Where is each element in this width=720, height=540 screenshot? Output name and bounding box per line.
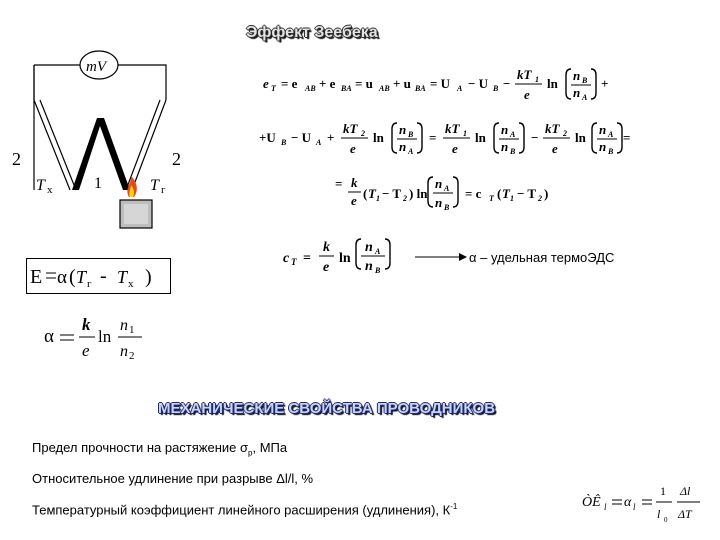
svg-text:n: n xyxy=(399,139,407,154)
svg-text:− U: − U xyxy=(291,130,312,145)
svg-text:c: c xyxy=(283,251,290,266)
svg-text:= U: = U xyxy=(430,76,451,91)
svg-text:A: A xyxy=(608,130,614,139)
svg-text:A: A xyxy=(582,93,588,102)
svg-text:B: B xyxy=(608,147,614,156)
svg-text:=: = xyxy=(335,176,343,191)
svg-text:BA: BA xyxy=(415,84,426,93)
label-tg: T xyxy=(150,177,159,194)
svg-text:): ) xyxy=(145,266,152,288)
svg-text:B: B xyxy=(510,147,516,156)
svg-text:ln: ln xyxy=(373,130,384,145)
svg-text:): ) xyxy=(544,186,549,201)
svg-text:k: k xyxy=(323,240,330,255)
svg-text:e: e xyxy=(452,141,458,156)
svg-text:) ln: ) ln xyxy=(409,186,428,201)
svg-text:ln: ln xyxy=(575,130,586,145)
svg-text:+: + xyxy=(601,76,609,91)
svg-text:n: n xyxy=(501,139,509,154)
svg-text:ÒÊ: ÒÊ xyxy=(582,495,601,510)
svg-text:A: A xyxy=(457,84,463,93)
svg-text:l: l xyxy=(633,502,636,512)
svg-text:B: B xyxy=(281,138,287,147)
svg-text:kT: kT xyxy=(517,67,532,82)
svg-text:T: T xyxy=(489,194,494,203)
svg-text:+ e: + e xyxy=(319,76,336,91)
svg-text:2: 2 xyxy=(403,194,407,203)
svg-text:= u: = u xyxy=(355,76,373,91)
svg-text:n: n xyxy=(120,317,128,334)
svg-text:ln: ln xyxy=(339,251,351,266)
svg-text:= c: = c xyxy=(465,186,482,201)
page-title: Эффект Зеебека xyxy=(246,24,378,41)
svg-text:A: A xyxy=(510,130,516,139)
svg-text:(: ( xyxy=(363,186,368,201)
svg-text:kT: kT xyxy=(343,121,358,136)
svg-text:B: B xyxy=(582,76,588,85)
svg-text:2: 2 xyxy=(538,194,542,203)
svg-text:B: B xyxy=(493,84,499,93)
thermocouple-diagram xyxy=(0,40,240,250)
svg-text:n: n xyxy=(573,85,581,100)
svg-text:A: A xyxy=(444,184,450,193)
svg-text:kT: kT xyxy=(445,121,460,136)
svg-text:T: T xyxy=(117,267,128,287)
svg-text:B: B xyxy=(375,266,381,275)
svg-text:k: k xyxy=(82,315,91,334)
svg-text:(: ( xyxy=(69,266,76,288)
svg-text:B: B xyxy=(408,130,414,139)
svg-text:+U: +U xyxy=(259,130,276,145)
svg-text:(: ( xyxy=(497,186,502,201)
svg-text:A: A xyxy=(375,247,381,256)
svg-text:− T: − T xyxy=(382,186,402,201)
svg-text:=: = xyxy=(623,130,630,145)
svg-text:n: n xyxy=(365,259,373,274)
svg-text:n: n xyxy=(365,240,373,255)
svg-text:ln: ln xyxy=(98,327,112,346)
svg-text:T: T xyxy=(291,257,297,267)
svg-text:e: e xyxy=(351,193,357,208)
label-tx-sub: x xyxy=(47,184,53,196)
svg-text:n: n xyxy=(501,122,509,137)
svg-text:n: n xyxy=(573,68,581,83)
svg-text:Δl: Δl xyxy=(680,484,691,498)
label-tx: T xyxy=(36,177,45,194)
emf-formula xyxy=(26,258,171,294)
svg-text:e: e xyxy=(263,76,269,91)
svg-text:l: l xyxy=(604,502,607,512)
svg-text:E: E xyxy=(30,266,43,288)
svg-text:e: e xyxy=(82,341,90,360)
svg-text:г: г xyxy=(87,278,92,290)
svg-text:− U: − U xyxy=(468,76,489,91)
svg-text:AB: AB xyxy=(305,84,316,93)
svg-text:α: α xyxy=(44,326,54,347)
svg-text:n: n xyxy=(399,122,407,137)
svg-text:+: + xyxy=(327,130,335,145)
property-tensile-strength: Предел прочности на растяжение $\sigma_р$, МПа xyxy=(32,440,288,458)
alpha-formula xyxy=(40,310,155,362)
svg-text:n: n xyxy=(435,195,443,210)
svg-text:1: 1 xyxy=(376,194,380,203)
svg-text:AB: AB xyxy=(379,84,390,93)
svg-text:A: A xyxy=(408,147,414,156)
svg-text:1: 1 xyxy=(510,194,514,203)
svg-text:e: e xyxy=(323,260,330,275)
label-wire-2-left: 2 xyxy=(12,149,21,169)
alpha-definition-note: α – удельная термоЭДС xyxy=(469,250,615,265)
label-wire-2-right: 2 xyxy=(172,149,181,169)
svg-text:−: − xyxy=(503,76,511,91)
svg-text:ΔT: ΔT xyxy=(678,507,692,521)
svg-text:B: B xyxy=(444,203,450,212)
svg-text:1: 1 xyxy=(535,75,539,84)
label-tg-sub: г xyxy=(161,184,166,196)
svg-text:x: x xyxy=(128,278,134,290)
property-thermal-expansion: Температурный коэффициент линейного расширения (удлинения), $К^{-1}$ xyxy=(32,502,458,518)
svg-text:ln: ln xyxy=(547,76,558,91)
label-conductor-1: 1 xyxy=(94,175,102,192)
svg-text:α: α xyxy=(624,495,632,510)
svg-text:= e: = e xyxy=(281,76,298,91)
svg-text:T: T xyxy=(368,186,376,201)
tcle-formula xyxy=(580,482,710,528)
svg-text:BA: BA xyxy=(341,84,352,93)
svg-text:e: e xyxy=(552,141,558,156)
svg-text:n: n xyxy=(120,343,128,360)
svg-text:e: e xyxy=(350,141,356,156)
svg-text:n: n xyxy=(435,176,443,191)
svg-text:+ u: + u xyxy=(393,76,411,91)
svg-text:1: 1 xyxy=(129,324,135,336)
svg-text:T: T xyxy=(271,84,276,93)
svg-text:1: 1 xyxy=(463,129,467,138)
svg-text:A: A xyxy=(316,138,322,147)
section-title: МЕХАНИЧЕСКИЕ СВОЙСТВА ПРОВОДНИКОВ xyxy=(158,400,496,417)
svg-text:l: l xyxy=(657,507,661,521)
svg-text:kT: kT xyxy=(545,121,560,136)
svg-text:ln: ln xyxy=(475,130,486,145)
svg-text:α: α xyxy=(57,267,67,288)
property-elongation: Относительное удлинение при разрыве Δl/l, % xyxy=(32,471,314,486)
svg-text:n: n xyxy=(599,139,607,154)
svg-text:T: T xyxy=(502,186,510,201)
arrow-icon xyxy=(415,250,467,264)
svg-text:k: k xyxy=(351,175,358,190)
meter-label: mV xyxy=(86,59,106,75)
svg-text:2: 2 xyxy=(361,129,365,138)
svg-text:−: − xyxy=(531,130,539,145)
seebeck-derivation xyxy=(255,55,630,280)
svg-text:− T: − T xyxy=(517,186,537,201)
svg-text:=: = xyxy=(429,130,437,145)
svg-text:1: 1 xyxy=(660,484,666,498)
svg-text:T: T xyxy=(76,267,87,287)
svg-text:-: - xyxy=(100,265,107,287)
svg-text:e: e xyxy=(524,87,530,102)
svg-text:0: 0 xyxy=(664,516,668,524)
svg-text:2: 2 xyxy=(129,350,135,362)
svg-text:2: 2 xyxy=(563,129,567,138)
svg-text:n: n xyxy=(599,122,607,137)
svg-text:=: = xyxy=(303,251,311,266)
